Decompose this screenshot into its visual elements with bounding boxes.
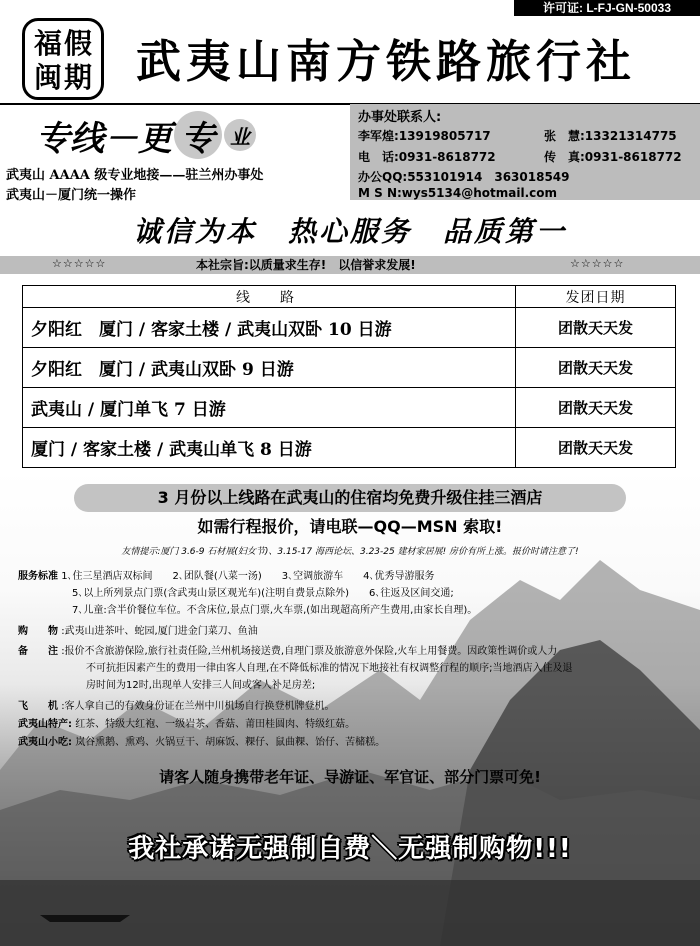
service-label: 服务标准 [18,571,58,582]
snacks-text: 岚谷熏鹅、熏鸡、火锅豆干、胡麻饭、粿仔、鼠曲粿、饴仔、苦槠糕。 [75,737,386,748]
table-row [23,428,676,468]
bring-documents-notice: 请客人随身携带老年证、导游证、军官证、部分门票可免! [159,768,541,786]
subtitle: 武夷山－厦门统一操作 [6,188,137,203]
route-cell: 厦门 / 客家土楼 / 武夷山单飞 8 日游 [23,428,516,468]
contact-line: 电 话:0931-8618772 [358,150,496,164]
date-cell: 团散天天发 [516,348,676,388]
notes-label: 备 注 [18,646,58,657]
seal-char: 闽 [33,61,62,94]
service-item: 1､住三星酒店双标间 2､团队餐(八菜一汤) 3､空调旅游车 4､优秀导游服务 [61,571,435,582]
quote-request: 如需行程报价，请电联—QQ—MSN 索取! [197,517,503,536]
route-header: 线 路 [23,286,516,308]
slogan [36,110,256,160]
shopping-text: :武夷山进茶叶、蛇园,厦门进金门菜刀、鱼油 [61,626,258,637]
tenet: 本社宗旨:以质量求生存! 以信誉求发展! [196,258,416,272]
table-row [23,308,676,348]
notes-text: 房时间为12时,出现单人安排三人间或客人补足房差; [86,680,316,691]
slogan-circle-small: 业 [224,119,256,151]
flight-label: 飞 机 [18,701,58,712]
contact-line: 传 真:0931-8618772 [544,150,682,164]
contact-line: M S N:wys5134@hotmail.com [358,186,558,200]
flight-row [18,700,335,714]
seal-char: 假 [63,27,92,60]
no-forced-shopping-promise: 我社承诺无强制自费＼无强制购物!!! [128,834,572,864]
specialty-label: 武夷山特产: [18,719,72,730]
shopping-row [18,625,258,639]
shopping-label: 购 物 [18,626,58,637]
notes-text: 不可抗拒因素产生的费用一律由客人自理,在不降低标准的情况下地接社有权调整行程的顺序;当地酒店入住及退 [86,663,573,674]
service-item: 7､儿童:含半价餐位车位。不含床位,景点门票,火车票,(如出现超高所产生费用,由家长自理)。 [72,605,478,616]
holiday-seal-logo [22,18,104,100]
contact-line: 张 慧:13321314775 [544,129,677,143]
service-standards [18,570,434,584]
date-cell: 团散天天发 [516,308,676,348]
subtitle: 武夷山 AAAA 级专业地接——驻兰州办事处 [6,168,264,183]
seal-char: 福 [33,27,62,60]
contact-line: 办公QQ:553101914 363018549 [358,170,570,184]
notes-text: :报价不含旅游保险,旅行社责任险,兰州机场接送费,自理门票及旅游意外保险,火车上用餐费。因政策性调价或人力 [61,646,558,657]
specialty-text: 红茶、特级大红袍、一级岩茶、香菇、莆田桂圆肉、特级红菇。 [75,719,356,730]
flight-text: :客人拿自己的有效身份证在兰州中川机场自行换登机牌登机。 [61,701,335,712]
friendly-tip: 友情提示:厦门 3.6-9 石材展(妇女节)、3.15-17 海西论坛、3.23-25 建材家居展! 房价有所上涨。报价时请注意了! [121,547,579,557]
notes-row [18,645,557,659]
motto: 诚信为本 热心服务 品质第一 [132,215,567,248]
table-header-row [23,286,676,308]
route-table [22,285,676,468]
upgrade-banner: 3 月份以上线路在武夷山的住宿均免费升级住挂三酒店 [74,484,626,512]
slogan-circle: 专 [174,111,222,159]
license-number: 许可证: L-FJ-GN-50033 [514,0,700,16]
date-cell: 团散天天发 [516,388,676,428]
slogan-text: 专线－更 [36,118,172,159]
route-cell: 夕阳红 厦门 / 客家土楼 / 武夷山双卧 10 日游 [23,308,516,348]
route-cell: 武夷山 / 厦门单飞 7 日游 [23,388,516,428]
snacks-label: 武夷山小吃: [18,737,72,748]
stars-decoration: ☆☆☆☆☆ [570,257,625,270]
date-cell: 团散天天发 [516,428,676,468]
date-header: 发团日期 [516,286,676,308]
service-item: 5､以上所列景点门票(含武夷山景区观光车)(注明自费景点除外) 6､往返及区间交通; [72,588,454,599]
table-row [23,388,676,428]
contact-title: 办事处联系人: [358,110,442,125]
stars-decoration: ☆☆☆☆☆ [52,257,107,270]
specialty-row [18,718,355,732]
snacks-row [18,736,385,750]
contact-line: 李军煌:13919805717 [358,129,491,143]
seal-char: 期 [63,61,92,94]
table-row [23,348,676,388]
route-cell: 夕阳红 厦门 / 武夷山双卧 9 日游 [23,348,516,388]
agency-name: 武夷山南方铁路旅行社 [136,35,637,88]
